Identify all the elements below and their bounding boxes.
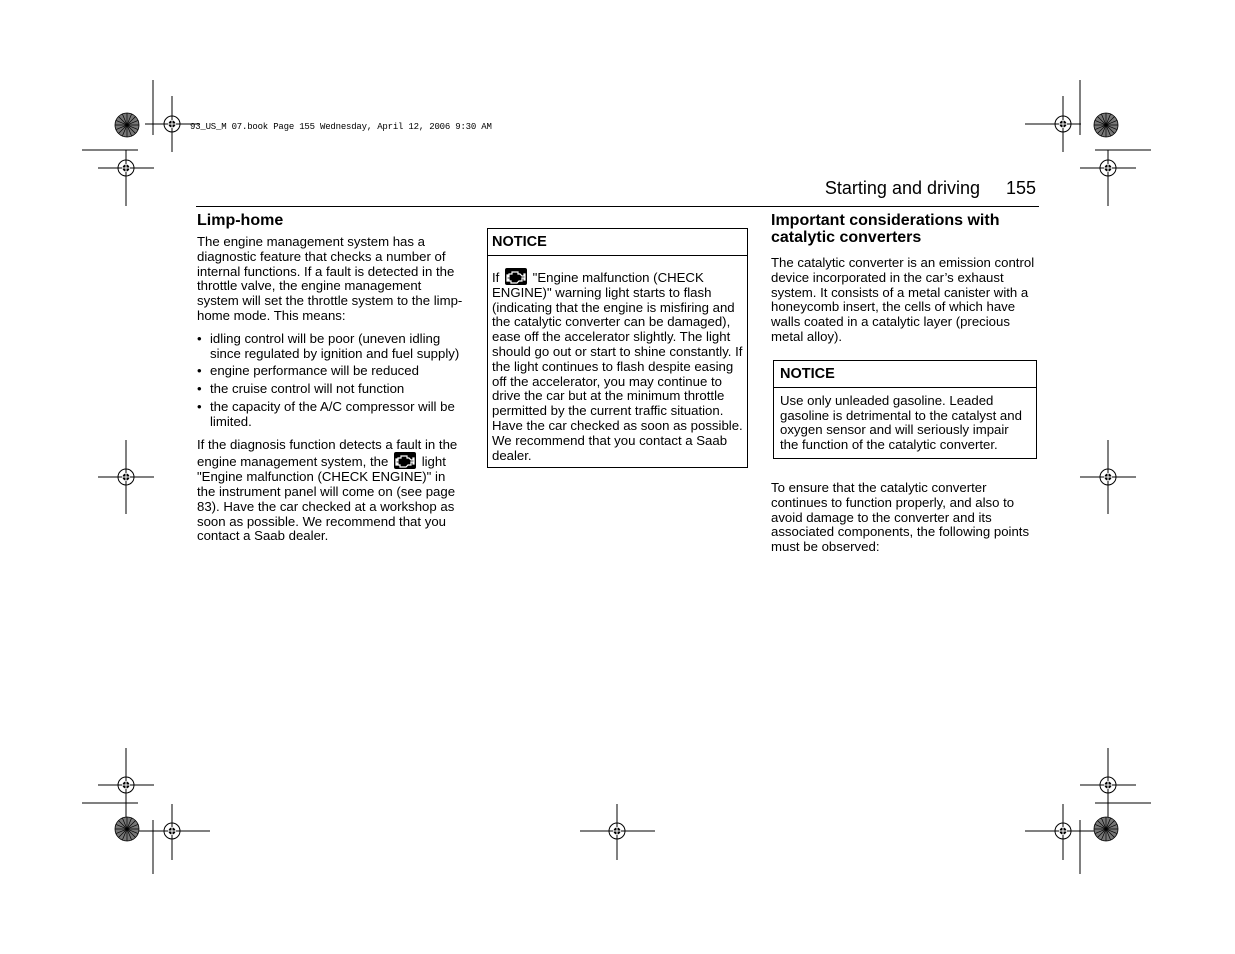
- notice-title: NOTICE: [488, 229, 747, 256]
- left-column: [197, 212, 463, 544]
- notice-box-flashing-light: [487, 228, 748, 468]
- list-item: • engine performance will be reduced: [197, 364, 463, 379]
- list-item: • the cruise control will not function: [197, 382, 463, 397]
- page-number: 155: [1005, 178, 1036, 198]
- header-rule: [196, 206, 1039, 207]
- limp-home-heading: Limp-home: [197, 212, 284, 229]
- limp-home-para2: [197, 438, 463, 545]
- para2-text-end: light "Engine malfunction (CHECK ENGINE)" in the instrument panel will come on (see page 83). Have the car checked at a workshop as soon as possible. We recommend that you contact a Saab dealer.: [197, 454, 456, 544]
- notice-body: [488, 256, 747, 467]
- list-item: • the capacity of the A/C compressor will be limited.: [197, 400, 463, 430]
- right-column: [771, 212, 1037, 555]
- list-item: • idling control will be poor (uneven idling since regulated by ignition and fuel supply): [197, 332, 463, 362]
- catalytic-outro: To ensure that the catalytic converter continues to function properly, and also to avoid damage to the converter and its associated components, the following points must be observed:: [771, 479, 1030, 555]
- section-title: Starting and driving: [824, 178, 980, 198]
- engine-check-icon: [505, 268, 527, 285]
- catalytic-heading: Important considerations with catalytic converters: [771, 212, 1000, 246]
- engine-check-icon: [394, 452, 416, 469]
- notice-text-start: If: [492, 270, 500, 285]
- notice-body: Use only unleaded gasoline. Leaded gasoline is detrimental to the catalyst and oxygen sensor and will seriously impair the function of the catalytic converter.: [780, 392, 1022, 453]
- catalytic-intro: The catalytic converter is an emission control device incorporated in the car’s exhaust system. It consists of a metal canister with a honeycomb insert, the cells of which have walls coated in a catalytic layer (precious metal alloy).: [771, 255, 1035, 344]
- limp-home-intro: The engine management system has a diagnostic feature that checks a number of internal functions. If a fault is detected in the throttle valve, the engine management system will set the throttle system to the limp-home mode. This means:: [197, 234, 463, 323]
- notice-title: NOTICE: [774, 361, 1036, 388]
- notice-box-unleaded: [773, 360, 1037, 459]
- notice-text-end: "Engine malfunction (CHECK ENGINE)" warning light starts to flash (indicating that the engine is misfiring and the catalytic converter can be damaged), ease off the accelerator slightly. The light should go out or start to shine constantly. If the light continues to flash despite easing off the accelerator, you may continue to drive the car but at the minimum throttle permitted by the current traffic situation. Have the car checked as soon as possible. We recommend that you contact a Saab dealer.: [492, 270, 743, 463]
- print-slug: 93_US_M 07.book Page 155 Wednesday, April 12, 2006 9:30 AM: [190, 122, 492, 132]
- limp-home-list: [197, 332, 463, 430]
- para2-text-start: If the diagnosis function detects a fault in the engine management system, the: [197, 436, 458, 470]
